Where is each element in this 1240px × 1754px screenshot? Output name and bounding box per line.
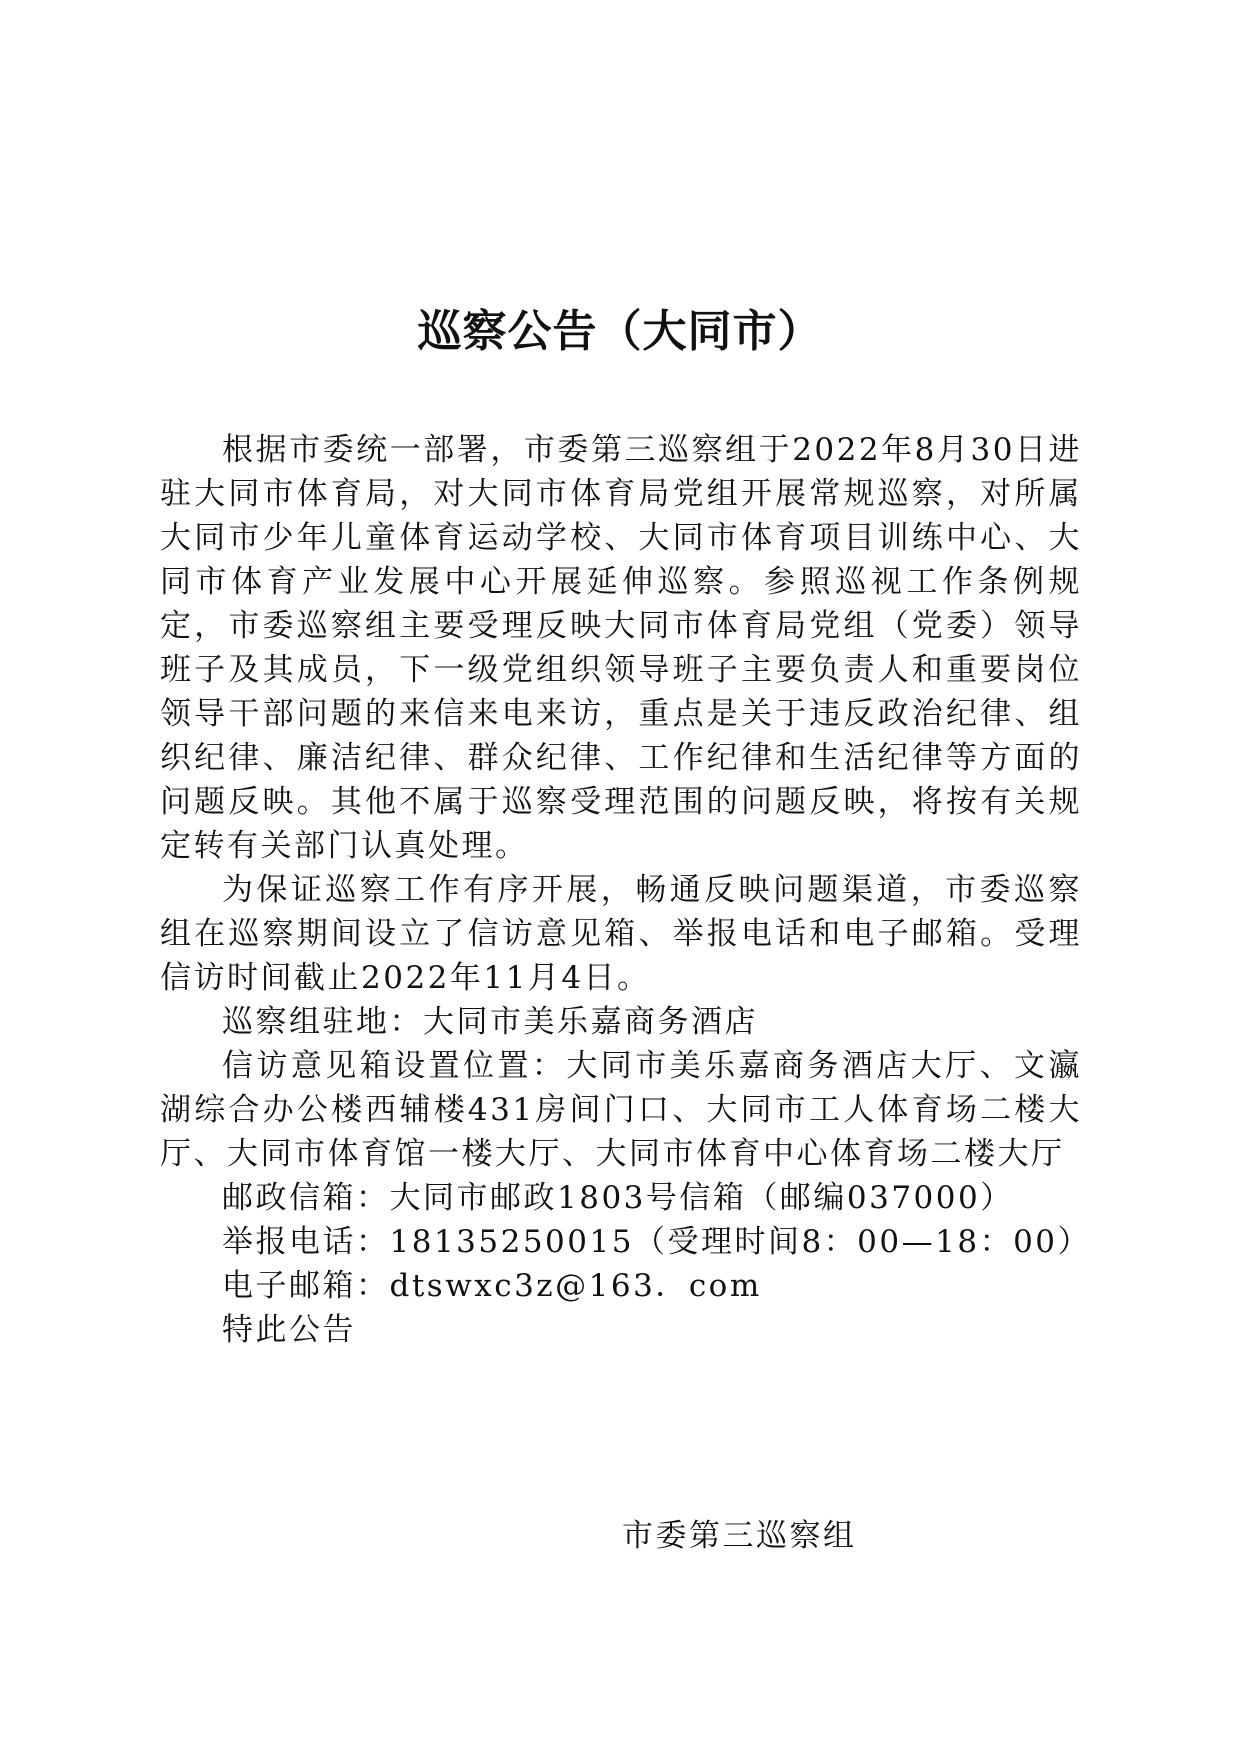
paragraph-hotline: 举报电话：18135250015（受理时间8：00—18：00） — [222, 1224, 1092, 1260]
paragraph-channels: 为保证巡察工作有序开展，畅通反映问题渠道，市委巡察组在巡察期间设立了信访意见箱、举报电话和电子邮箱。受理信访时间截止2022年11月4日。 — [160, 872, 1082, 996]
document-body — [160, 428, 1092, 1352]
document-title: 巡察公告（大同市） — [417, 306, 823, 357]
paragraph-notice-scope: 根据市委统一部署，市委第三巡察组于2022年8月30日进驻大同市体育局，对大同市体育局党组开展常规巡察，对所属大同市少年儿童体育运动学校、大同市体育项目训练中心、大同市体育产业发展中心开展延伸巡察。参照巡视工作条例规定，市委巡察组主要受理反映大同市体育局党组（党委）领导班子及其成员，下一级党组织领导班子主要负责人和重要岗位领导干部问题的来信来电来访，重点是关于违反政治纪律、组织纪律、廉洁纪律、群众纪律、工作纪律和生活纪律等方面的问题反映。其他不属于巡察受理范围的问题反映，将按有关规定转有关部门认真处理。 — [160, 432, 1082, 864]
paragraph-mailbox-locations: 信访意见箱设置位置：大同市美乐嘉商务酒店大厅、文瀛湖综合办公楼西辅楼431房间门口、大同市工人体育场二楼大厅、大同市体育馆一楼大厅、大同市体育中心体育场二楼大厅 — [160, 1048, 1082, 1172]
paragraph-postal-box: 邮政信箱：大同市邮政1803号信箱（邮编037000） — [222, 1180, 1014, 1216]
signature: 市委第三巡察组 — [622, 1518, 857, 1554]
paragraph-email: 电子邮箱：dtswxc3z@163．com — [222, 1268, 762, 1304]
paragraph-closing: 特此公告 — [222, 1312, 356, 1348]
paragraph-station: 巡察组驻地：大同市美乐嘉商务酒店 — [222, 1004, 758, 1040]
